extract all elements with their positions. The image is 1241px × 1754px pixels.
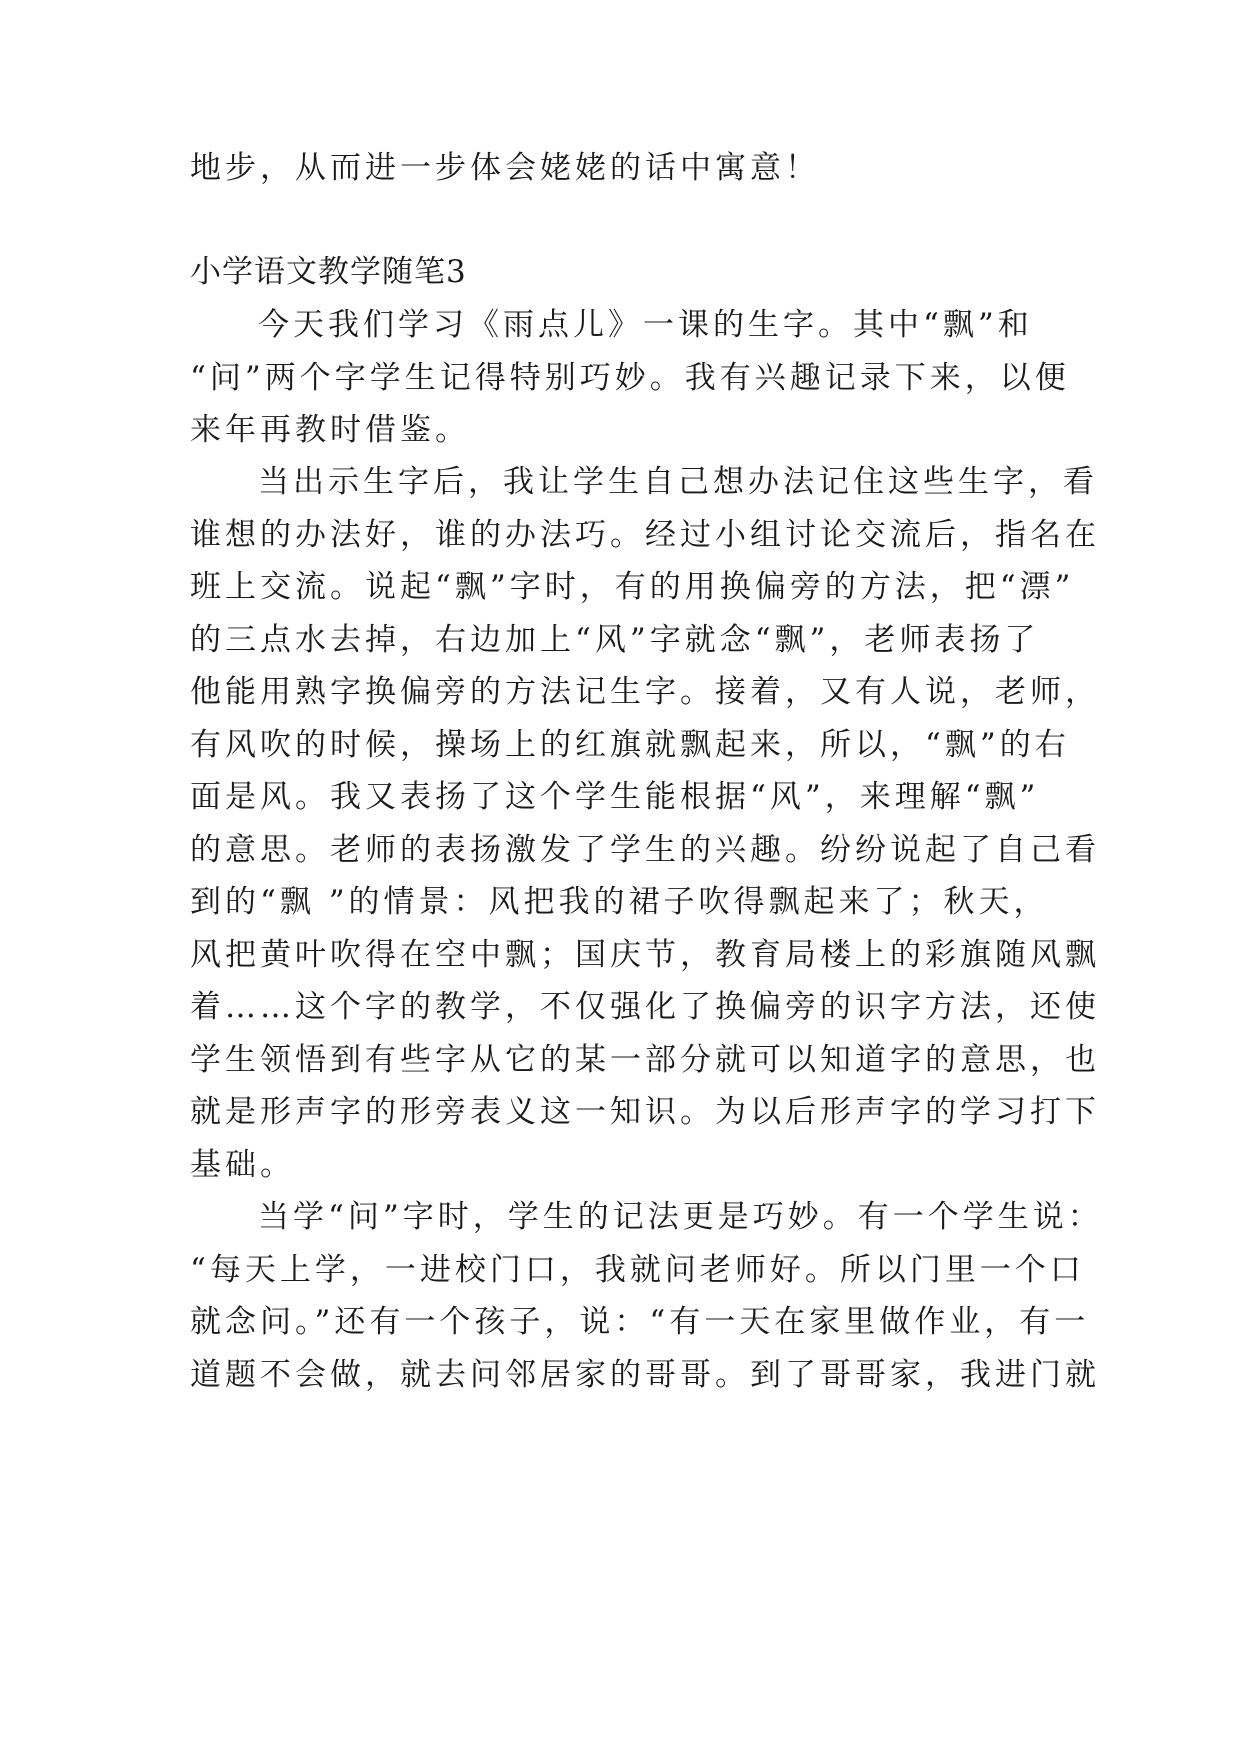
paragraph-1-line-1: 今天我们学习《雨点儿》一课的生字。其中“飘”和 — [258, 307, 1033, 343]
paragraph-2-line-11: 着……这个字的教学，不仅强化了换偏旁的识字方法，还使 — [190, 989, 1100, 1025]
paragraph-3-line-2: “每天上学，一进校门口，我就问老师好。所以门里一个口 — [190, 1252, 1085, 1288]
paragraph-3-line-3: 就念问。”还有一个孩子，说：“有一天在家里做作业，有一 — [190, 1304, 1090, 1340]
paragraph-2-line-1: 当出示生字后，我让学生自己想办法记住这些生字，看 — [258, 464, 1098, 500]
paragraph-2-line-3: 班上交流。说起“飘”字时，有的用换偏旁的方法，把“漂” — [190, 569, 1075, 605]
paragraph-2-line-4: 的三点水去掉，右边加上“风”字就念“飘”，老师表扬了 — [190, 622, 1040, 658]
paragraph-2-line-10: 风把黄叶吹得在空中飘；国庆节，教育局楼上的彩旗随风飘 — [190, 937, 1100, 973]
paragraph-2-line-2: 谁想的办法好，谁的办法巧。经过小组讨论交流后，指名在 — [190, 517, 1100, 553]
paragraph-2-line-8: 的意思。老师的表扬激发了学生的兴趣。纷纷说起了自己看 — [190, 832, 1100, 868]
paragraph-2-line-13: 就是形声字的形旁表义这一知识。为以后形声字的学习打下 — [190, 1094, 1100, 1130]
paragraph-2-line-6: 有风吹的时候，操场上的红旗就飘起来，所以，“飘”的右 — [190, 727, 1070, 763]
paragraph-1-line-2: “问”两个字学生记得特别巧妙。我有兴趣记录下来，以便 — [190, 360, 1070, 396]
paragraph-2-line-9: 到的“飘 ”的情景：风把我的裙子吹得飘起来了；秋天， — [190, 884, 1049, 920]
section-title: 小学语文教学随笔3 — [190, 254, 467, 290]
paragraph-2-line-5: 他能用熟字换偏旁的方法记生字。接着，又有人说，老师， — [190, 674, 1100, 710]
previous-paragraph-tail: 地步，从而进一步体会姥姥的话中寓意！ — [190, 150, 820, 186]
paragraph-3-line-1: 当学“问”字时，学生的记法更是巧妙。有一个学生说： — [258, 1199, 1103, 1235]
paragraph-1-line-3: 来年再教时借鉴。 — [190, 412, 470, 448]
paragraph-2-line-7: 面是风。我又表扬了这个学生能根据“风”，来理解“飘” — [190, 779, 1040, 815]
paragraph-3-line-4: 道题不会做，就去问邻居家的哥哥。到了哥哥家，我进门就 — [190, 1357, 1100, 1393]
paragraph-2-line-14: 基础。 — [190, 1147, 295, 1183]
paragraph-2-line-12: 学生领悟到有些字从它的某一部分就可以知道字的意思，也 — [190, 1042, 1100, 1078]
